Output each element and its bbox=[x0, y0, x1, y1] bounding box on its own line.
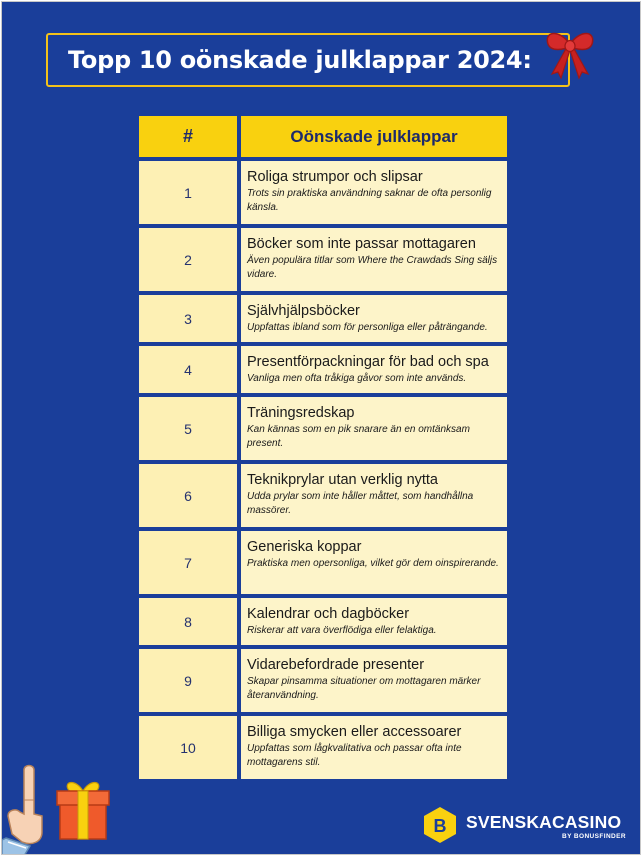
infographic-poster bbox=[1, 1, 641, 855]
header-gift: Oönskade julklappar bbox=[241, 116, 507, 157]
gift-description: Uppfattas som lågkvalitativa och passar ofta inte mottagarens stil. bbox=[247, 743, 462, 768]
gift-description: Kan kännas som en pik snarare än en omtänksam present. bbox=[247, 424, 470, 449]
gift-cell bbox=[241, 716, 507, 779]
table-header bbox=[139, 116, 507, 157]
gift-box-icon bbox=[56, 777, 110, 841]
table-row bbox=[139, 346, 507, 393]
logo-tagline: BY BONUSFINDER bbox=[562, 833, 626, 840]
gift-title: Presentförpackningar för bad och spa bbox=[247, 354, 489, 370]
rank-cell: 10 bbox=[139, 716, 237, 779]
table-row bbox=[139, 649, 507, 712]
rank-cell: 6 bbox=[139, 464, 237, 527]
logo-wordmark: SVENSKACASINO bbox=[466, 812, 622, 832]
logo-badge-icon bbox=[422, 806, 458, 844]
rank-cell: 9 bbox=[139, 649, 237, 712]
brand-logo bbox=[422, 804, 634, 846]
table-row bbox=[139, 531, 507, 594]
gift-title: Billiga smycken eller accessoarer bbox=[247, 724, 462, 740]
page-title: Topp 10 oönskade julklappar 2024: bbox=[68, 46, 532, 74]
gift-description: Skapar pinsamma situationer om mottagaren märker återanvändning. bbox=[247, 676, 481, 701]
table-row bbox=[139, 464, 507, 527]
rank-cell: 1 bbox=[139, 161, 237, 224]
raised-hand-icon bbox=[2, 762, 54, 855]
gift-description: Riskerar att vara överflödiga eller felaktiga. bbox=[247, 625, 437, 636]
gift-description: Udda prylar som inte håller måttet, som handhållna massörer. bbox=[247, 491, 474, 516]
rank-cell: 3 bbox=[139, 295, 237, 342]
gift-cell bbox=[241, 598, 507, 645]
gift-cell bbox=[241, 649, 507, 712]
table-row bbox=[139, 161, 507, 224]
gift-description: Vanliga men ofta tråkiga gåvor som inte används. bbox=[247, 373, 467, 384]
table-row bbox=[139, 295, 507, 342]
logo-badge-letter: B bbox=[433, 816, 447, 836]
gift-title: Vidarebefordrade presenter bbox=[247, 657, 425, 673]
rank-cell: 8 bbox=[139, 598, 237, 645]
gift-title: Generiska koppar bbox=[247, 539, 362, 555]
gifts-table bbox=[139, 116, 507, 783]
rank-cell: 4 bbox=[139, 346, 237, 393]
gift-title: Teknikprylar utan verklig nytta bbox=[247, 472, 438, 488]
gift-cell bbox=[241, 346, 507, 393]
table-row bbox=[139, 397, 507, 460]
gift-description: Uppfattas ibland som för personliga eller påträngande. bbox=[247, 322, 488, 333]
gift-description: Även populära titlar som Where the Crawdads Sing säljs vidare. bbox=[247, 255, 498, 280]
rank-cell: 7 bbox=[139, 531, 237, 594]
gift-cell bbox=[241, 228, 507, 291]
gift-cell bbox=[241, 531, 507, 594]
title-banner bbox=[46, 33, 570, 87]
table-row bbox=[139, 598, 507, 645]
gift-title: Träningsredskap bbox=[247, 405, 355, 421]
header-rank: # bbox=[139, 116, 237, 157]
ribbon-bow-icon bbox=[540, 24, 600, 80]
gift-cell bbox=[241, 397, 507, 460]
gift-title: Böcker som inte passar mottagaren bbox=[247, 236, 476, 252]
gift-description: Praktiska men opersonliga, vilket gör dem oinspirerande. bbox=[247, 558, 499, 569]
gift-title: Kalendrar och dagböcker bbox=[247, 606, 410, 622]
rank-cell: 5 bbox=[139, 397, 237, 460]
gift-cell bbox=[241, 295, 507, 342]
gift-title: Självhjälpsböcker bbox=[247, 303, 360, 319]
gift-cell bbox=[241, 161, 507, 224]
table-row bbox=[139, 716, 507, 779]
gift-description: Trots sin praktiska användning saknar de ofta personlig känsla. bbox=[247, 188, 492, 213]
rank-cell: 2 bbox=[139, 228, 237, 291]
gift-cell bbox=[241, 464, 507, 527]
gift-title: Roliga strumpor och slipsar bbox=[247, 169, 423, 185]
table-row bbox=[139, 228, 507, 291]
